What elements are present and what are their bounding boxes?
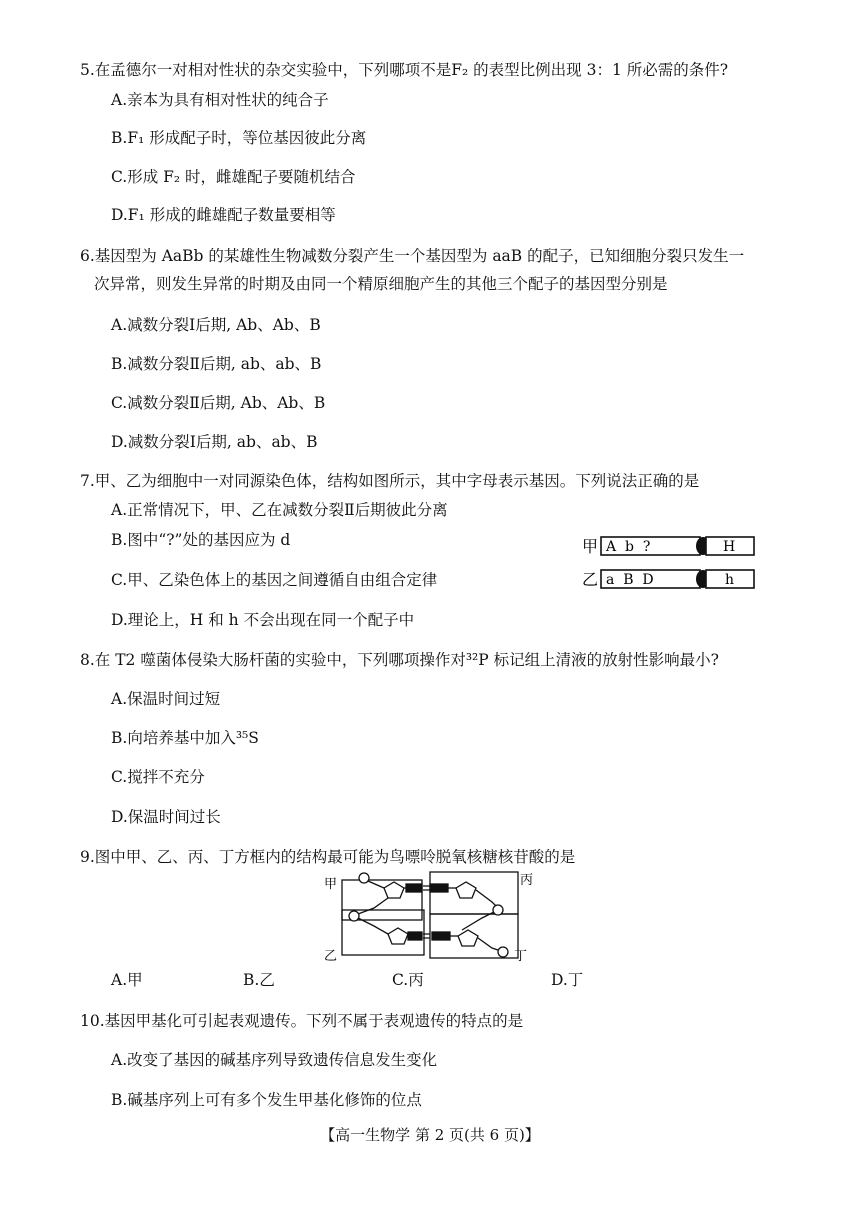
bond-bottom-right [478, 938, 498, 950]
q9-option-a: A.甲 [111, 971, 143, 989]
sugar-top-right [456, 882, 476, 898]
q8-option-a: A.保温时间过短 [111, 690, 221, 708]
q5-option-a: A.亲本为具有相对性状的纯合子 [111, 91, 329, 109]
phosphate-middle-right [493, 905, 503, 915]
base-top-right [430, 884, 448, 892]
q8-option-d: D.保温时间过长 [111, 808, 221, 826]
sugar-bottom-right [458, 930, 478, 946]
q6-option-b: B.减数分裂Ⅱ后期, ab、ab、B [111, 355, 322, 373]
q7-option-d: D.理论上，H 和 h 不会出现在同一个配子中 [111, 611, 415, 629]
q5-stem: 5.在孟德尔一对相对性状的杂交实验中，下列哪项不是F₂ 的表型比例出现 3：1 所必需的条件? [80, 61, 729, 79]
q10-stem: 10.基因甲基化可引起表观遗传。下列不属于表观遗传的特点的是 [80, 1012, 524, 1030]
phosphate-middle-left [349, 911, 359, 921]
chromosome-yi [582, 570, 754, 589]
chromosome-yi-gene-h: h [725, 572, 735, 588]
label-ding: 丁 [514, 949, 528, 964]
phosphate-top-left [359, 873, 369, 883]
q7-option-a: A.正常情况下，甲、乙在减数分裂Ⅱ后期彼此分离 [111, 501, 448, 519]
phosphate-bottom-right [498, 947, 508, 957]
q6-option-c: C.减数分裂Ⅱ后期, Ab、Ab、B [111, 394, 326, 412]
backbone-left-upper [358, 898, 388, 914]
homologous-chromosome-figure [580, 532, 760, 596]
label-bing: 丙 [520, 873, 534, 888]
q5-option-b: B.F₁ 形成配子时，等位基因彼此分离 [111, 129, 367, 147]
q6-stem-line1: 6.基因型为 AaBb 的某雄性生物减数分裂产生一个基因型为 aaB 的配子，已知细胞分裂只发生一 [80, 247, 745, 265]
q10-option-b: B.碱基序列上可有多个发生甲基化修饰的位点 [111, 1091, 422, 1109]
chromosome-jia-gene-H: H [723, 539, 736, 555]
base-bottom-right [432, 932, 450, 940]
backbone-right-upper [462, 912, 494, 930]
label-jia: 甲 [324, 877, 338, 892]
base-top-left [406, 884, 422, 892]
bond-top-left [368, 881, 384, 888]
sugar-bottom-left [388, 928, 408, 944]
chromosome-yi-genes: a B D [606, 572, 654, 588]
q9-option-d: D.丁 [551, 971, 584, 989]
q6-option-a: A.减数分裂Ⅰ后期, Ab、Ab、B [111, 316, 321, 334]
hydrogen-bond-top [423, 886, 430, 890]
q5-option-c: C.形成 F₂ 时，雌雄配子要随机结合 [111, 168, 356, 186]
q6-option-d: D.减数分裂Ⅰ后期, ab、ab、B [111, 433, 318, 451]
q7-option-b: B.图中“?”处的基因应为 d [111, 531, 291, 549]
dna-structure-figure [322, 872, 534, 964]
q7-stem: 7.甲、乙为细胞中一对同源染色体，结构如图所示，其中字母表示基因。下列说法正确的是 [80, 472, 700, 490]
q6-stem-line2: 次异常，则发生异常的时期及由同一个精原细胞产生的其他三个配子的基因型分别是 [94, 275, 668, 293]
page-footer: 【高一生物学 第 2 页(共 6 页)】 [320, 1126, 540, 1144]
q10-option-a: A.改变了基因的碱基序列导致遗传信息发生变化 [111, 1051, 438, 1069]
q8-stem: 8.在 T2 噬菌体侵染大肠杆菌的实验中，下列哪项操作对³²P 标记组上清液的放射性影响最小? [80, 651, 719, 669]
q9-option-b: B.乙 [243, 971, 275, 989]
chromosome-jia-label: 甲 [582, 537, 599, 556]
sugar-top-left [384, 882, 404, 898]
chromosome-jia-genes: A b ? [606, 539, 651, 555]
bond-top-right [476, 890, 498, 908]
label-yi: 乙 [324, 949, 338, 964]
q8-option-b: B.向培养基中加入³⁵S [111, 729, 259, 747]
q7-option-c: C.甲、乙染色体上的基因之间遵循自由组合定律 [111, 571, 438, 589]
q5-option-d: D.F₁ 形成的雌雄配子数量要相等 [111, 206, 336, 224]
q9-stem: 9.图中甲、乙、丙、丁方框内的结构最可能为鸟嘌呤脱氧核糖核苷酸的是 [80, 848, 576, 866]
base-bottom-left [408, 932, 422, 940]
chromosome-yi-label: 乙 [582, 570, 599, 589]
q8-option-c: C.搅拌不充分 [111, 768, 205, 786]
q9-option-c: C.丙 [392, 971, 424, 989]
chromosome-jia [582, 537, 754, 556]
